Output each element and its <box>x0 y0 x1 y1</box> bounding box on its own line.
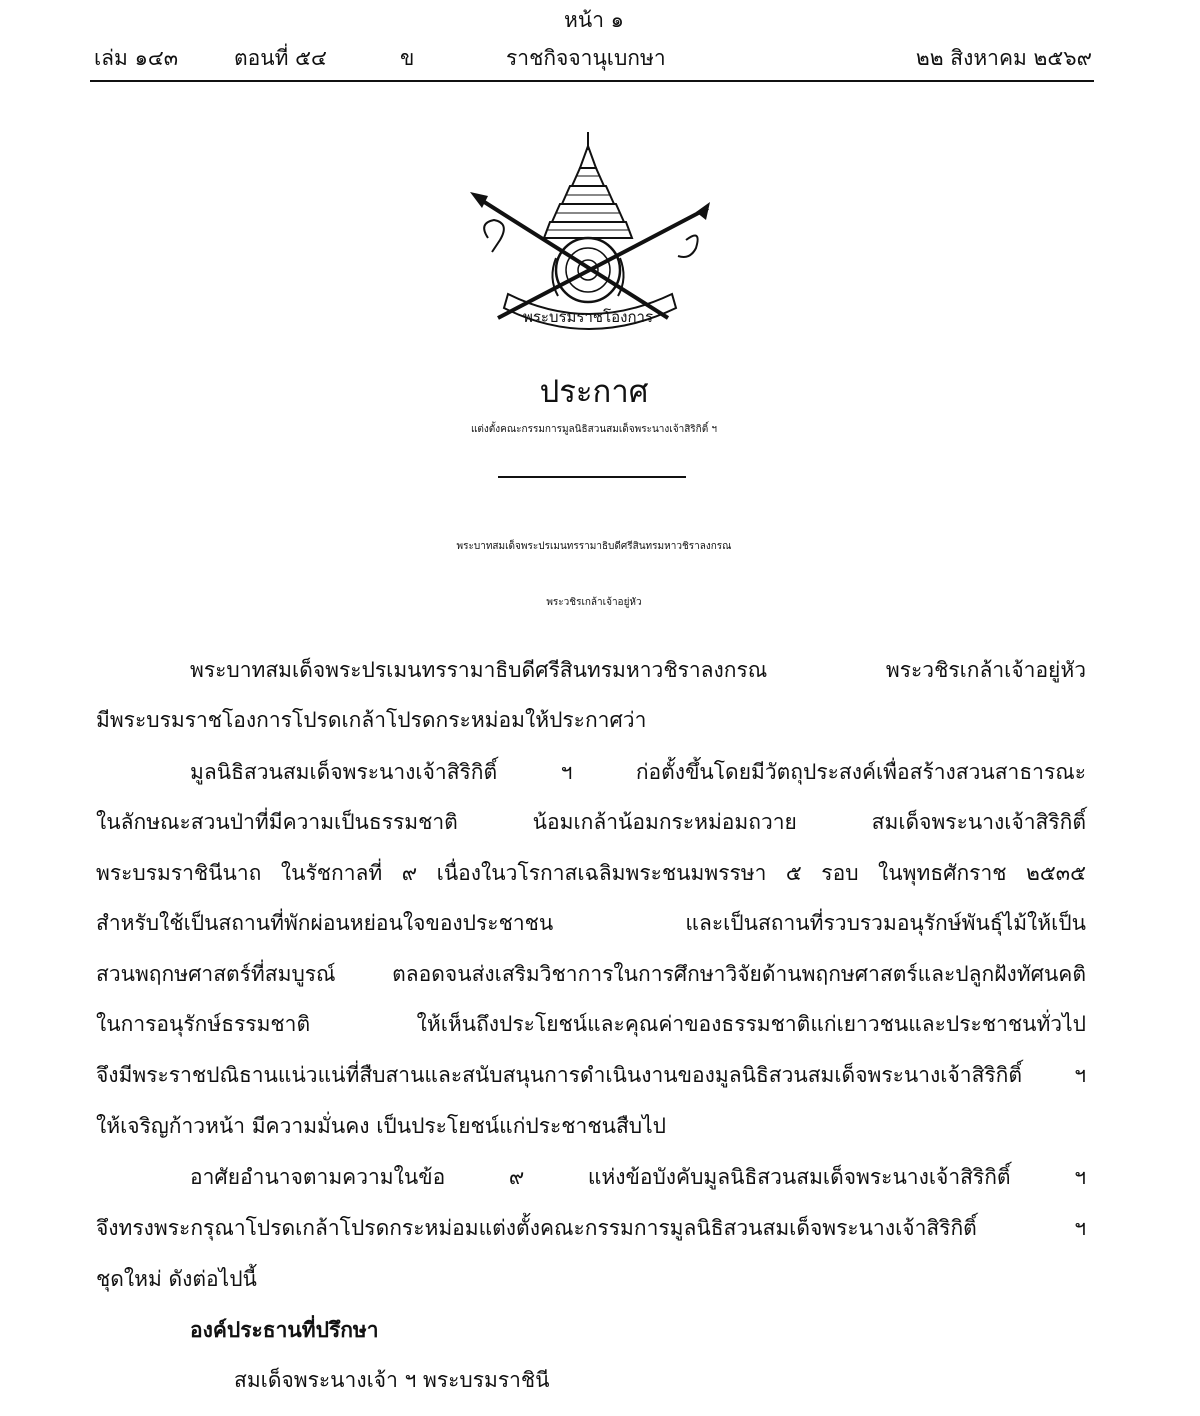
king-name-block <box>0 519 1188 631</box>
body-line: พระบรมราชินีนาถ ในรัชกาลที่ ๙ เนื่องในวโรกาสเฉลิมพระชนมพรรษา ๕ รอบ ในพุทธศักราช ๒๕๓๕ <box>96 861 1086 885</box>
section-heading: องค์ประธานที่ปรึกษา <box>190 1318 379 1342</box>
issue-number: ตอนที่ ๕๔ <box>234 46 327 70</box>
body-line: อาศัยอำนาจตามความในข้อ ๙ แห่งข้อบังคับมูลนิธิสวนสมเด็จพระนางเจ้าสิริกิติ์ ฯ <box>190 1165 1086 1189</box>
body-line: พระบาทสมเด็จพระปรเมนทรรามาธิบดีศรีสินทรมหาวชิราลงกรณ พระวชิรเกล้าเจ้าอยู่หัว <box>190 658 1086 682</box>
announcement-title: ประกาศ <box>539 374 649 410</box>
royal-emblem-icon <box>458 128 718 346</box>
body-line: ชุดใหม่ ดังต่อไปนี้ <box>96 1267 257 1291</box>
publication-date: ๒๒ สิงหาคม ๒๕๖๙ <box>915 46 1092 70</box>
header-divider <box>90 80 1094 82</box>
committee-member: สมเด็จพระนางเจ้า ฯ พระบรมราชินี <box>234 1368 550 1392</box>
body-line: ในการอนุรักษ์ธรรมชาติ ให้เห็นถึงประโยชน์และคุณค่าของธรรมชาติแก่เยาวชนและประชาชนทั่วไป <box>96 1012 1086 1036</box>
gazette-header <box>94 42 1092 76</box>
body-line: มูลนิธิสวนสมเด็จพระนางเจ้าสิริกิติ์ ฯ ก่อตั้งขึ้นโดยมีวัตถุประสงค์เพื่อสร้างสวนสาธารณะ <box>190 760 1086 784</box>
body-line: สำหรับใช้เป็นสถานที่พักผ่อนหย่อนใจของประชาชน และเป็นสถานที่รวบรวมอนุรักษ์พันธุ์ไม้ให้เป็น <box>96 911 1086 935</box>
volume-number: เล่ม ๑๔๓ <box>94 46 179 70</box>
emblem-caption: พระบรมราชโองการ <box>522 308 654 326</box>
king-name-line-2: พระวชิรเกล้าเจ้าอยู่หัว <box>546 597 642 608</box>
body-line: ในลักษณะสวนป่าที่มีความเป็นธรรมชาติ น้อมเกล้าน้อมกระหม่อมถวาย สมเด็จพระนางเจ้าสิริกิติ์ <box>96 810 1086 834</box>
body-line: จึงมีพระราชปณิธานแน่วแน่ที่สืบสานและสนับสนุนการดำเนินงานของมูลนิธิสวนสมเด็จพระนางเจ้าสิริกิติ์ ฯ <box>96 1063 1086 1087</box>
body-line: สวนพฤกษศาสตร์ที่สมบูรณ์ ตลอดจนส่งเสริมวิชาการในการศึกษาวิจัยด้านพฤกษศาสตร์และปลูกฝังทัศนคติ <box>96 962 1086 986</box>
body-line: ให้เจริญก้าวหน้า มีความมั่นคง เป็นประโยชน์แก่ประชาชนสืบไป <box>96 1114 666 1138</box>
body-line: จึงทรงพระกรุณาโปรดเกล้าโปรดกระหม่อมแต่งตั้งคณะกรรมการมูลนิธิสวนสมเด็จพระนางเจ้าสิริกิติ์ ฯ <box>96 1216 1086 1240</box>
page-number: หน้า ๑ <box>564 8 624 32</box>
announcement-subtitle: แต่งตั้งคณะกรรมการมูลนิธิสวนสมเด็จพระนางเจ้าสิริกิติ์ ฯ <box>470 424 718 435</box>
king-name-line-1: พระบาทสมเด็จพระปรเมนทรรามาธิบดีศรีสินทรมหาวชิราลงกรณ <box>456 541 732 552</box>
section-letter: ข <box>400 46 415 70</box>
gazette-name: ราชกิจจานุเบกษา <box>506 46 666 70</box>
title-divider <box>498 476 686 478</box>
body-line: มีพระบรมราชโองการโปรดเกล้าโปรดกระหม่อมให้ประกาศว่า <box>96 708 647 732</box>
